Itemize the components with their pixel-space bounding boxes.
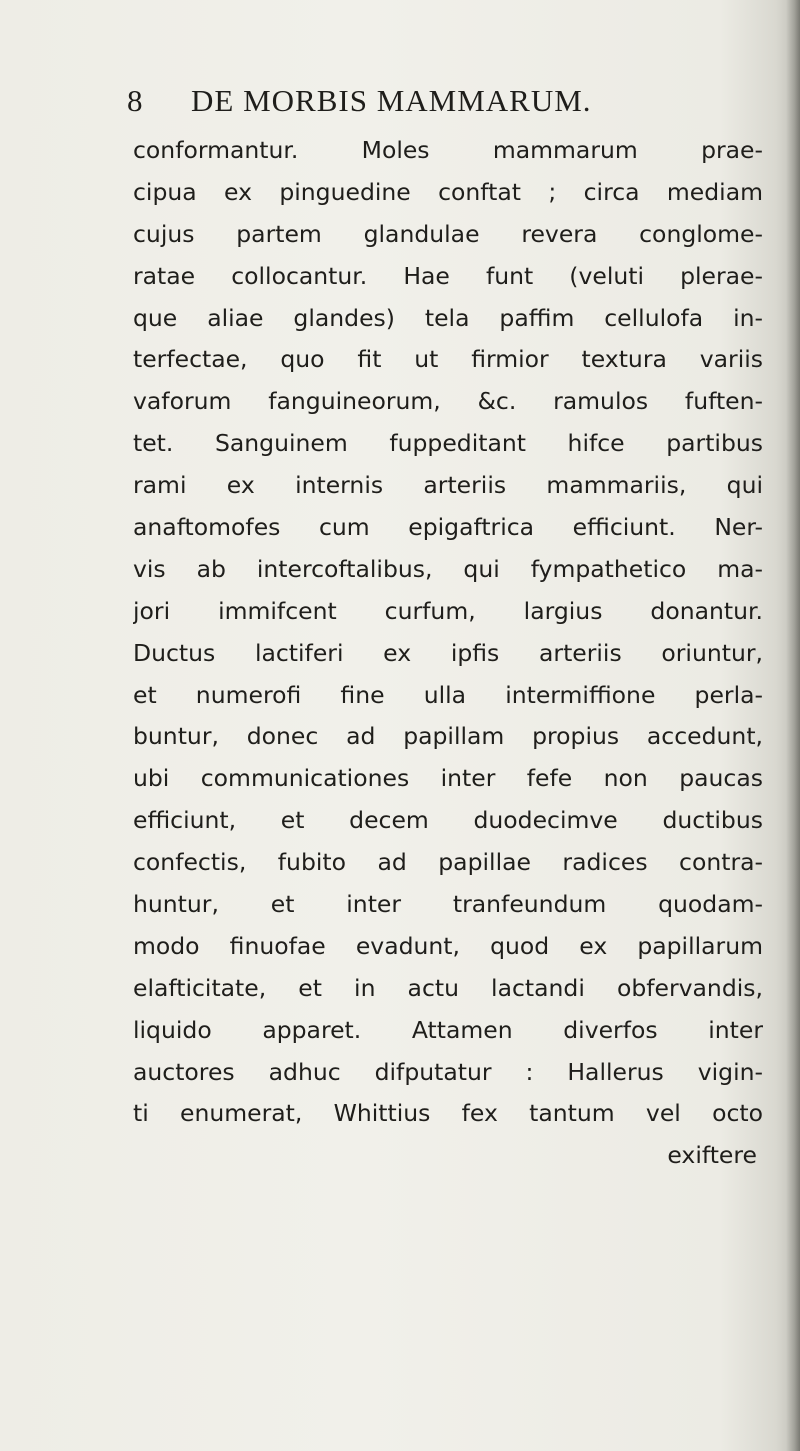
text-line: vaforum fanguineorum, &c. ramulos fuften-	[133, 387, 763, 416]
text-line: rami ex internis arteriis mammariis, qui	[133, 471, 763, 500]
text-line: liquido apparet. Attamen diverfos inter	[133, 1015, 763, 1044]
text-line: ratae collocantur. Hae funt (veluti plerae-	[133, 261, 763, 290]
text-line: anaftomofes cum epigaftrica efficiunt. Ner-	[133, 513, 763, 542]
text-line: terfectae, quo fit ut firmior textura variis	[133, 345, 763, 374]
text-line: conformantur. Moles mammarum prae-	[133, 136, 763, 164]
text-line: et numerofi fine ulla intermiffione perla-	[133, 680, 763, 709]
running-header	[127, 80, 767, 122]
text-line: cujus partem glandulae revera conglome-	[133, 219, 763, 248]
text-line: auctores adhuc difputatur : Hallerus vigin-	[133, 1057, 763, 1086]
text-line: vis ab intercoftalibus, qui fympathetico ma-	[133, 554, 763, 583]
text-line: confectis, fubito ad papillae radices contra-	[133, 848, 763, 877]
text-line: cipua ex pinguedine conftat ; circa mediam	[133, 177, 763, 206]
text-line: tet. Sanguinem fuppeditant hifce partibus	[133, 429, 763, 458]
text-line: efficiunt, et decem duodecimve ductibus	[133, 806, 763, 835]
running-title: DE MORBIS MAMMARUM.	[191, 83, 592, 118]
text-line: Ductus lactiferi ex ipfis arteriis oriuntur,	[133, 638, 763, 667]
catchword: exiftere	[667, 1141, 757, 1170]
page-edge-shadow	[786, 0, 800, 1451]
text-line: huntur, et inter tranfeundum quodam-	[133, 890, 763, 919]
text-line: ti enumerat, Whittius fex tantum vel octo	[133, 1099, 763, 1128]
text-line: ubi communicationes inter fefe non paucas	[133, 764, 763, 793]
text-line: elafticitate, et in actu lactandi obfervandis,	[133, 973, 763, 1002]
page-number: 8	[127, 83, 144, 118]
text-line: buntur, donec ad papillam propius accedunt,	[133, 722, 763, 751]
text-line: modo finuofae evadunt, quod ex papillarum	[133, 931, 763, 960]
body-text	[133, 130, 763, 1177]
text-line: jori immifcent curfum, largius donantur.	[133, 596, 763, 625]
text-line: que aliae glandes) tela paffim cellulofa in-	[133, 303, 763, 332]
